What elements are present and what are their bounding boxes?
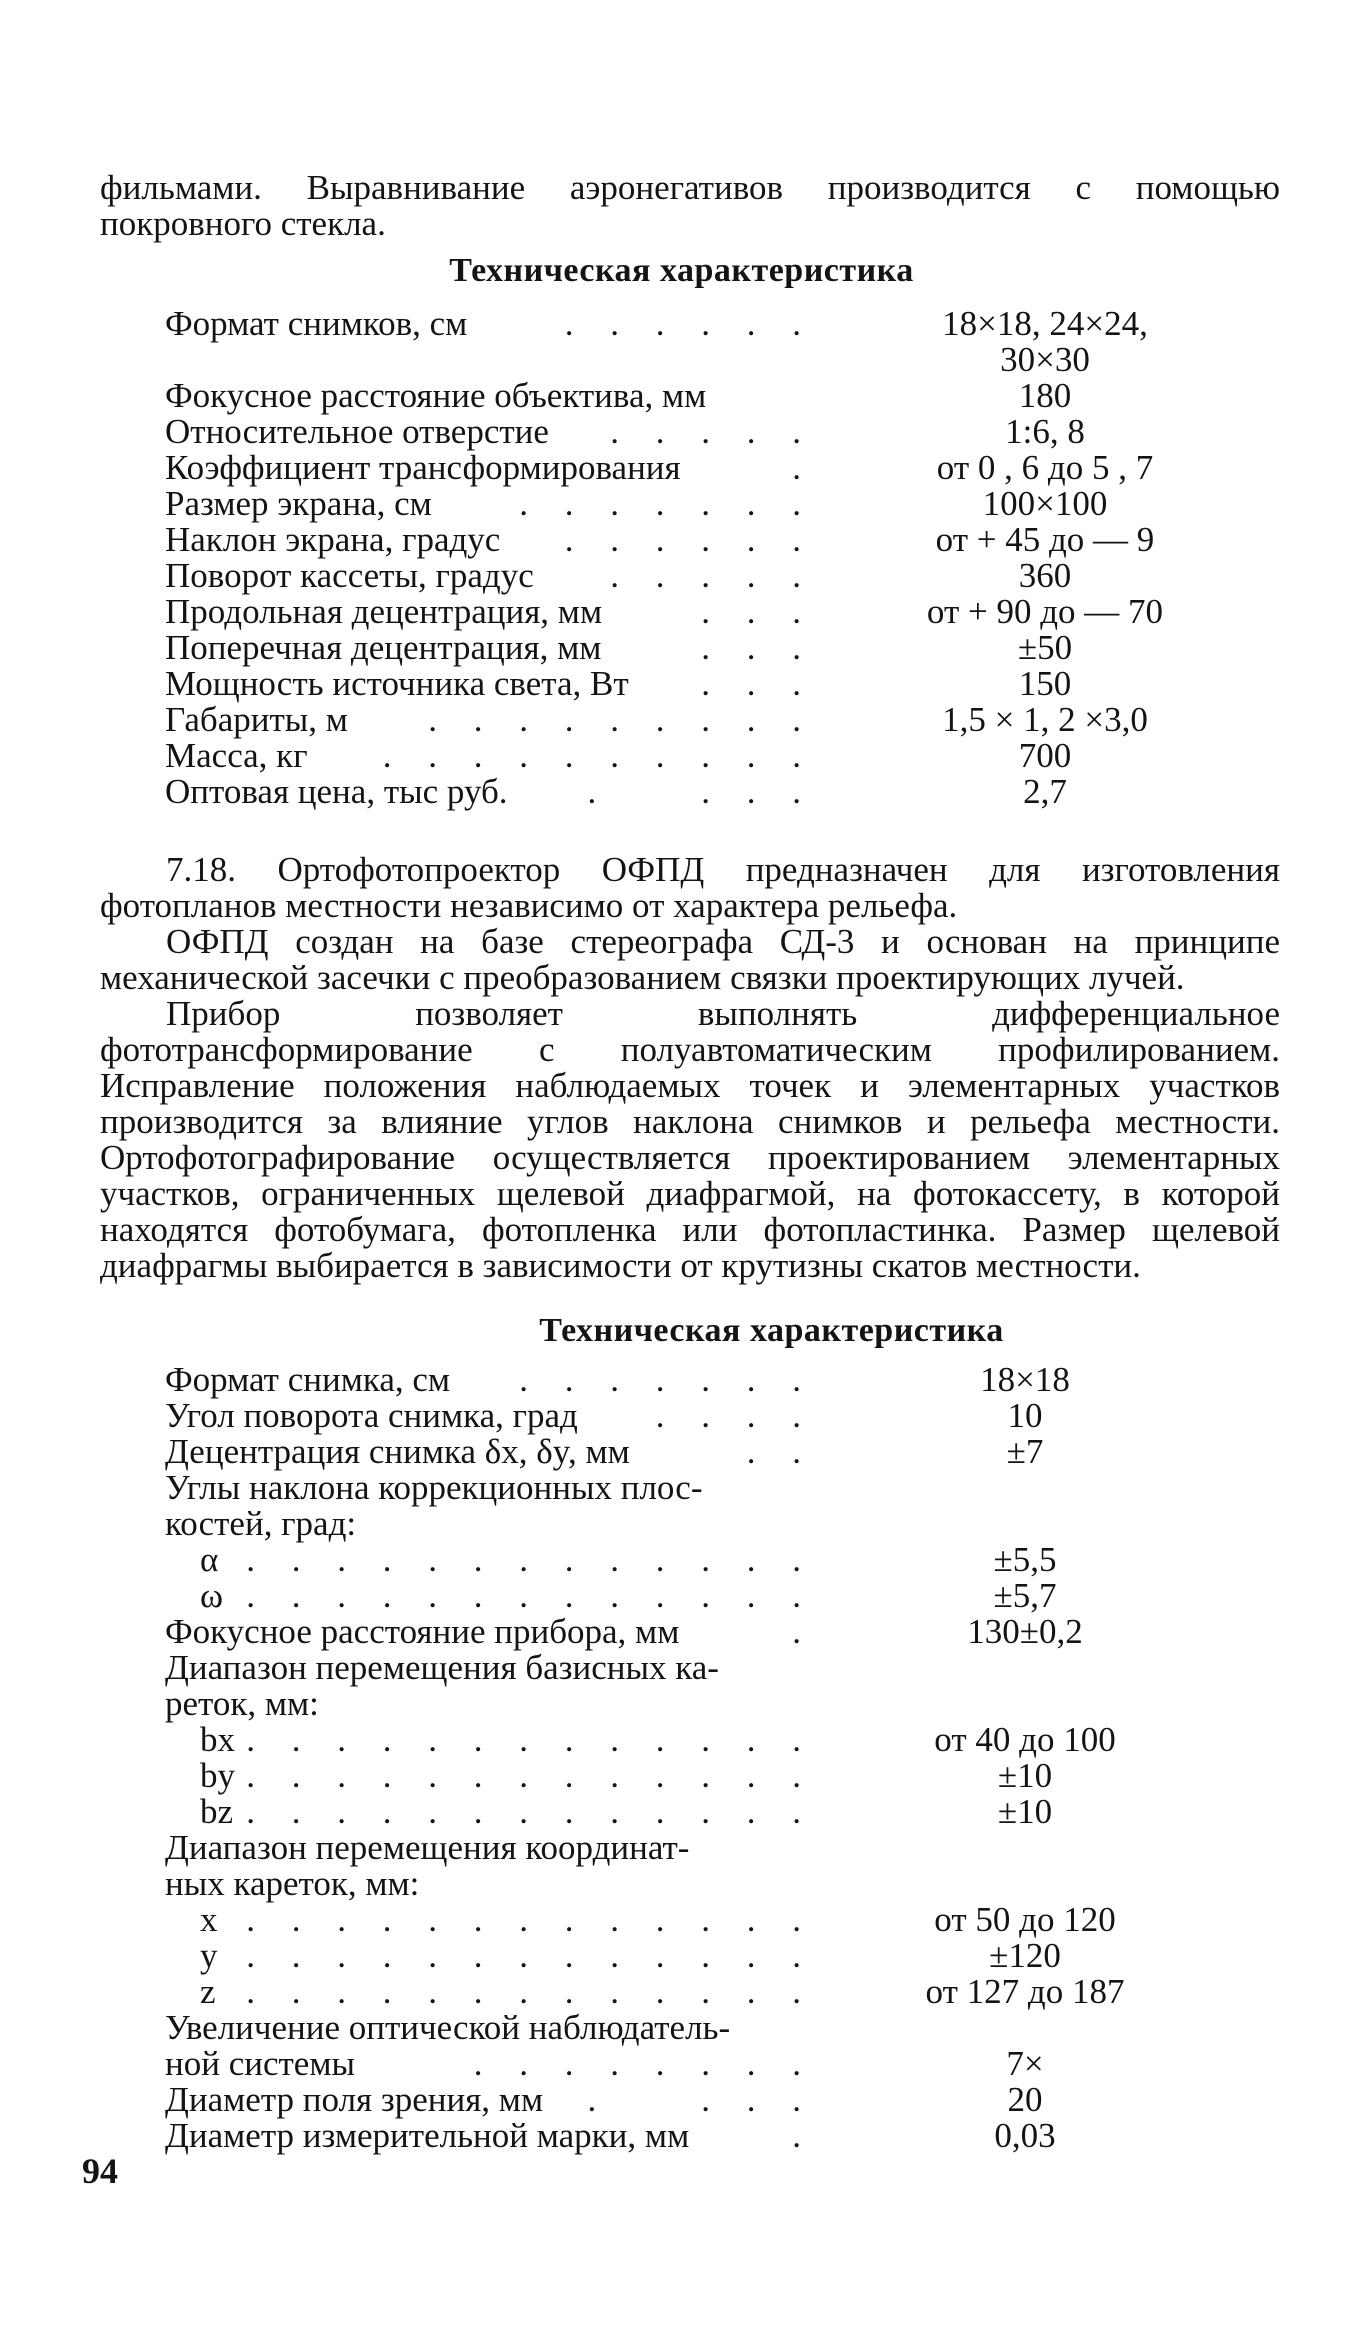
spec-label: Фокусное расстояние прибора, мм [165,1612,680,1651]
spec-label: Коэффициент трансформирования [165,448,681,487]
dot-leader: . . . . [587,772,815,811]
dot-leader: . . . . . [610,412,815,451]
spec-value: от + 45 до — 9 [935,520,1155,559]
spec-row [165,522,1205,558]
spec-label: Диаметр измерительной марки, мм [165,2116,690,2155]
spec-row [165,306,1205,342]
spec-value: 130±0,2 [967,1612,1083,1651]
spec-value: 2,7 [1023,772,1067,811]
spec-value: ±5,5 [993,1540,1057,1579]
spec-row [165,1578,1205,1614]
spec-value: 20 [1007,2080,1043,2119]
spec-row [165,414,1205,450]
spec-row [165,2046,1205,2082]
spec-value: ±120 [989,1936,1061,1975]
spec-row [165,1974,1205,2010]
spec-row [165,2118,1205,2154]
spec-value: 100×100 [982,484,1108,523]
spec-label: Поворот кассеты, градус [165,556,534,595]
spec-row [165,774,1205,810]
spec-row [165,1470,1205,1506]
spec-row [165,1506,1205,1542]
spec-label: Размер экрана, см [165,484,432,523]
spec-label: Относительное отверстие [165,412,549,451]
spec-label: Формат снимков, см [165,304,468,343]
dot-leader: . . . . . . . . . . . . . [246,1540,815,1579]
spec-label: Мощность источника света, Вт [165,664,629,703]
spec-value: 150 [1018,664,1072,703]
spec-value: 360 [1018,556,1072,595]
spec-row [165,1938,1205,1974]
spec-label: bx [165,1720,235,1759]
dot-leader: . . . . . . [564,520,815,559]
spec-row [165,2082,1205,2118]
spec-label: Угол поворота снимка, град [165,1396,578,1435]
spec-label: by [165,1756,235,1795]
spec-value: 0,03 [994,2116,1056,2155]
spec-value: 1:6, 8 [1005,412,1085,451]
spec-row [165,378,1205,414]
intro-paragraph: фильмами. Выравнивание аэронегативов производится с помощью покровного стекла. [100,168,1280,243]
section-paragraph-3: Прибор позволяет выполнять дифференциальное фототрансформирование с полуавтоматическим профилированием. Исправление положения наблюдаемых точек и элементарных участков производится за влияние углов наклона снимков и рельефа местности. Ортофотографирование осуществляется проектированием элементарных участков, ограниченных щелевой диафрагмой, на фотокассету, в которой находятся фотобумага, фотопленка или фотопластинка. Размер щелевой диафрагмы выбирается в зависимости от крутизны скатов местности. [100,994,1280,1285]
spec-label: x [165,1900,218,1939]
spec-value: от 50 до 120 [934,1900,1116,1939]
dot-leader: . . . . . . . . . . . . . [246,1792,815,1831]
spec-label: ных кареток, мм: [165,1864,420,1903]
dot-leader: . . . . . . . . . . . . . [246,1720,815,1759]
table2-heading: Техническая характеристика [539,1312,1004,1349]
spec-row [165,666,1205,702]
spec-row [165,630,1205,666]
spec-label: α [165,1540,219,1579]
spec-value: ±5,7 [993,1576,1057,1615]
dot-leader: . . . [701,628,815,667]
dot-leader: . . . [701,664,815,703]
spec-row [165,1794,1205,1830]
spec-label: bz [165,1792,234,1831]
spec-label: костей, град: [165,1504,357,1543]
dot-leader: . . . [701,592,815,631]
spec-value: 18×18, 24×24, [942,304,1148,343]
spec-label: Формат снимка, см [165,1360,451,1399]
spec-label: Увеличение оптической наблюдатель- [165,2008,731,2047]
spec-row [165,1866,1205,1902]
spec-row [165,1434,1205,1470]
section-paragraph-2: ОФПД создан на базе стереографа СД-3 и основан на принципе механической засечки с преобразованием связки проектирующих лучей. [100,922,1280,997]
spec-row [165,1722,1205,1758]
spec-row [165,342,1205,378]
spec-value: 18×18 [980,1360,1070,1399]
spec-value: ±10 [997,1756,1053,1795]
spec-row [165,1614,1205,1650]
dot-leader: . . . . [587,2080,815,2119]
dot-leader: . . . . [655,1396,815,1435]
spec-row [165,1686,1205,1722]
spec-label: Децентрация снимка δx, δy, мм [165,1432,630,1471]
spec-value: от 40 до 100 [934,1720,1116,1759]
dot-leader: . . . . . . . . [473,2044,815,2083]
spec-row [165,1398,1205,1434]
dot-leader: . [792,1612,815,1651]
spec-value: 1,5 × 1, 2 ×3,0 [942,700,1148,739]
dot-leader: . . . . . [610,556,815,595]
table1-heading: Техническая характеристика [449,252,914,289]
spec-value: 700 [1018,736,1072,775]
section-paragraph-1: 7.18. Ортофотопроектор ОФПД предназначен для изготовления фотопланов местности независимо от характера рельефа. [100,850,1280,925]
dot-leader: . . [746,1432,815,1471]
spec-label: Продольная децентрация, мм [165,592,603,631]
spec-row [165,486,1205,522]
spec-value: 30×30 [1000,340,1090,379]
spec-row [165,702,1205,738]
spec-label: Диапазон перемещения координат- [165,1828,690,1867]
spec-row [165,2010,1205,2046]
spec-label: Диапазон перемещения базисных ка- [165,1648,719,1687]
spec-row [165,1362,1205,1398]
dot-leader: . [792,2116,815,2155]
spec-value: от 127 до 187 [925,1972,1125,2011]
spec-value: 7× [1006,2044,1044,2083]
dot-leader: . . . . . . . . . . . . . [246,1972,815,2011]
spec-value: от 0 , 6 до 5 , 7 [936,448,1154,487]
spec-label: Фокусное расстояние объектива, мм [165,376,707,415]
spec-label: y [165,1936,218,1975]
spec-row [165,1542,1205,1578]
dot-leader: . . . . . . . . . . . . . [246,1936,815,1975]
spec-value: ±7 [1006,1432,1044,1471]
spec-row [165,450,1205,486]
dot-leader: . . . . . . . . . . . . . [246,1900,815,1939]
spec-value: 10 [1007,1396,1043,1435]
spec-label: Поперечная децентрация, мм [165,628,602,667]
dot-leader: . . . . . . [564,304,815,343]
spec-row [165,1830,1205,1866]
spec-value: ±10 [997,1792,1053,1831]
spec-label: Углы наклона коррекционных плос- [165,1468,703,1507]
spec-row [165,1758,1205,1794]
spec-label: ω [165,1576,224,1615]
dot-leader: . . . . . . . . . . . . . [246,1756,815,1795]
dot-leader: . . . . . . . . . [428,700,815,739]
spec-label: реток, мм: [165,1684,319,1723]
spec-label: ной системы [165,2044,356,2083]
spec-row [165,1650,1205,1686]
spec-label: z [165,1972,216,2011]
spec-label: Габариты, м [165,700,348,739]
spec-row [165,1902,1205,1938]
spec-row [165,594,1205,630]
dot-leader: . . . . . . . [519,484,815,523]
dot-leader: . . . . . . . . . . . . . [246,1576,815,1615]
spec-value: 180 [1018,376,1072,415]
dot-leader: . . . . . . . [519,1360,815,1399]
dot-leader: . . . . . . . . . . [382,736,815,775]
page-number: 94 [82,2151,118,2191]
dot-leader: . [792,448,815,487]
spec-label: Оптовая цена, тыс руб. [165,772,508,811]
spec-label: Масса, кг [165,736,308,775]
spec-row [165,738,1205,774]
spec-value: ±50 [1017,628,1073,667]
spec-row [165,558,1205,594]
spec-label: Наклон экрана, градус [165,520,501,559]
spec-label: Диаметр поля зрения, мм [165,2080,544,2119]
spec-value: от + 90 до — 70 [926,592,1164,631]
